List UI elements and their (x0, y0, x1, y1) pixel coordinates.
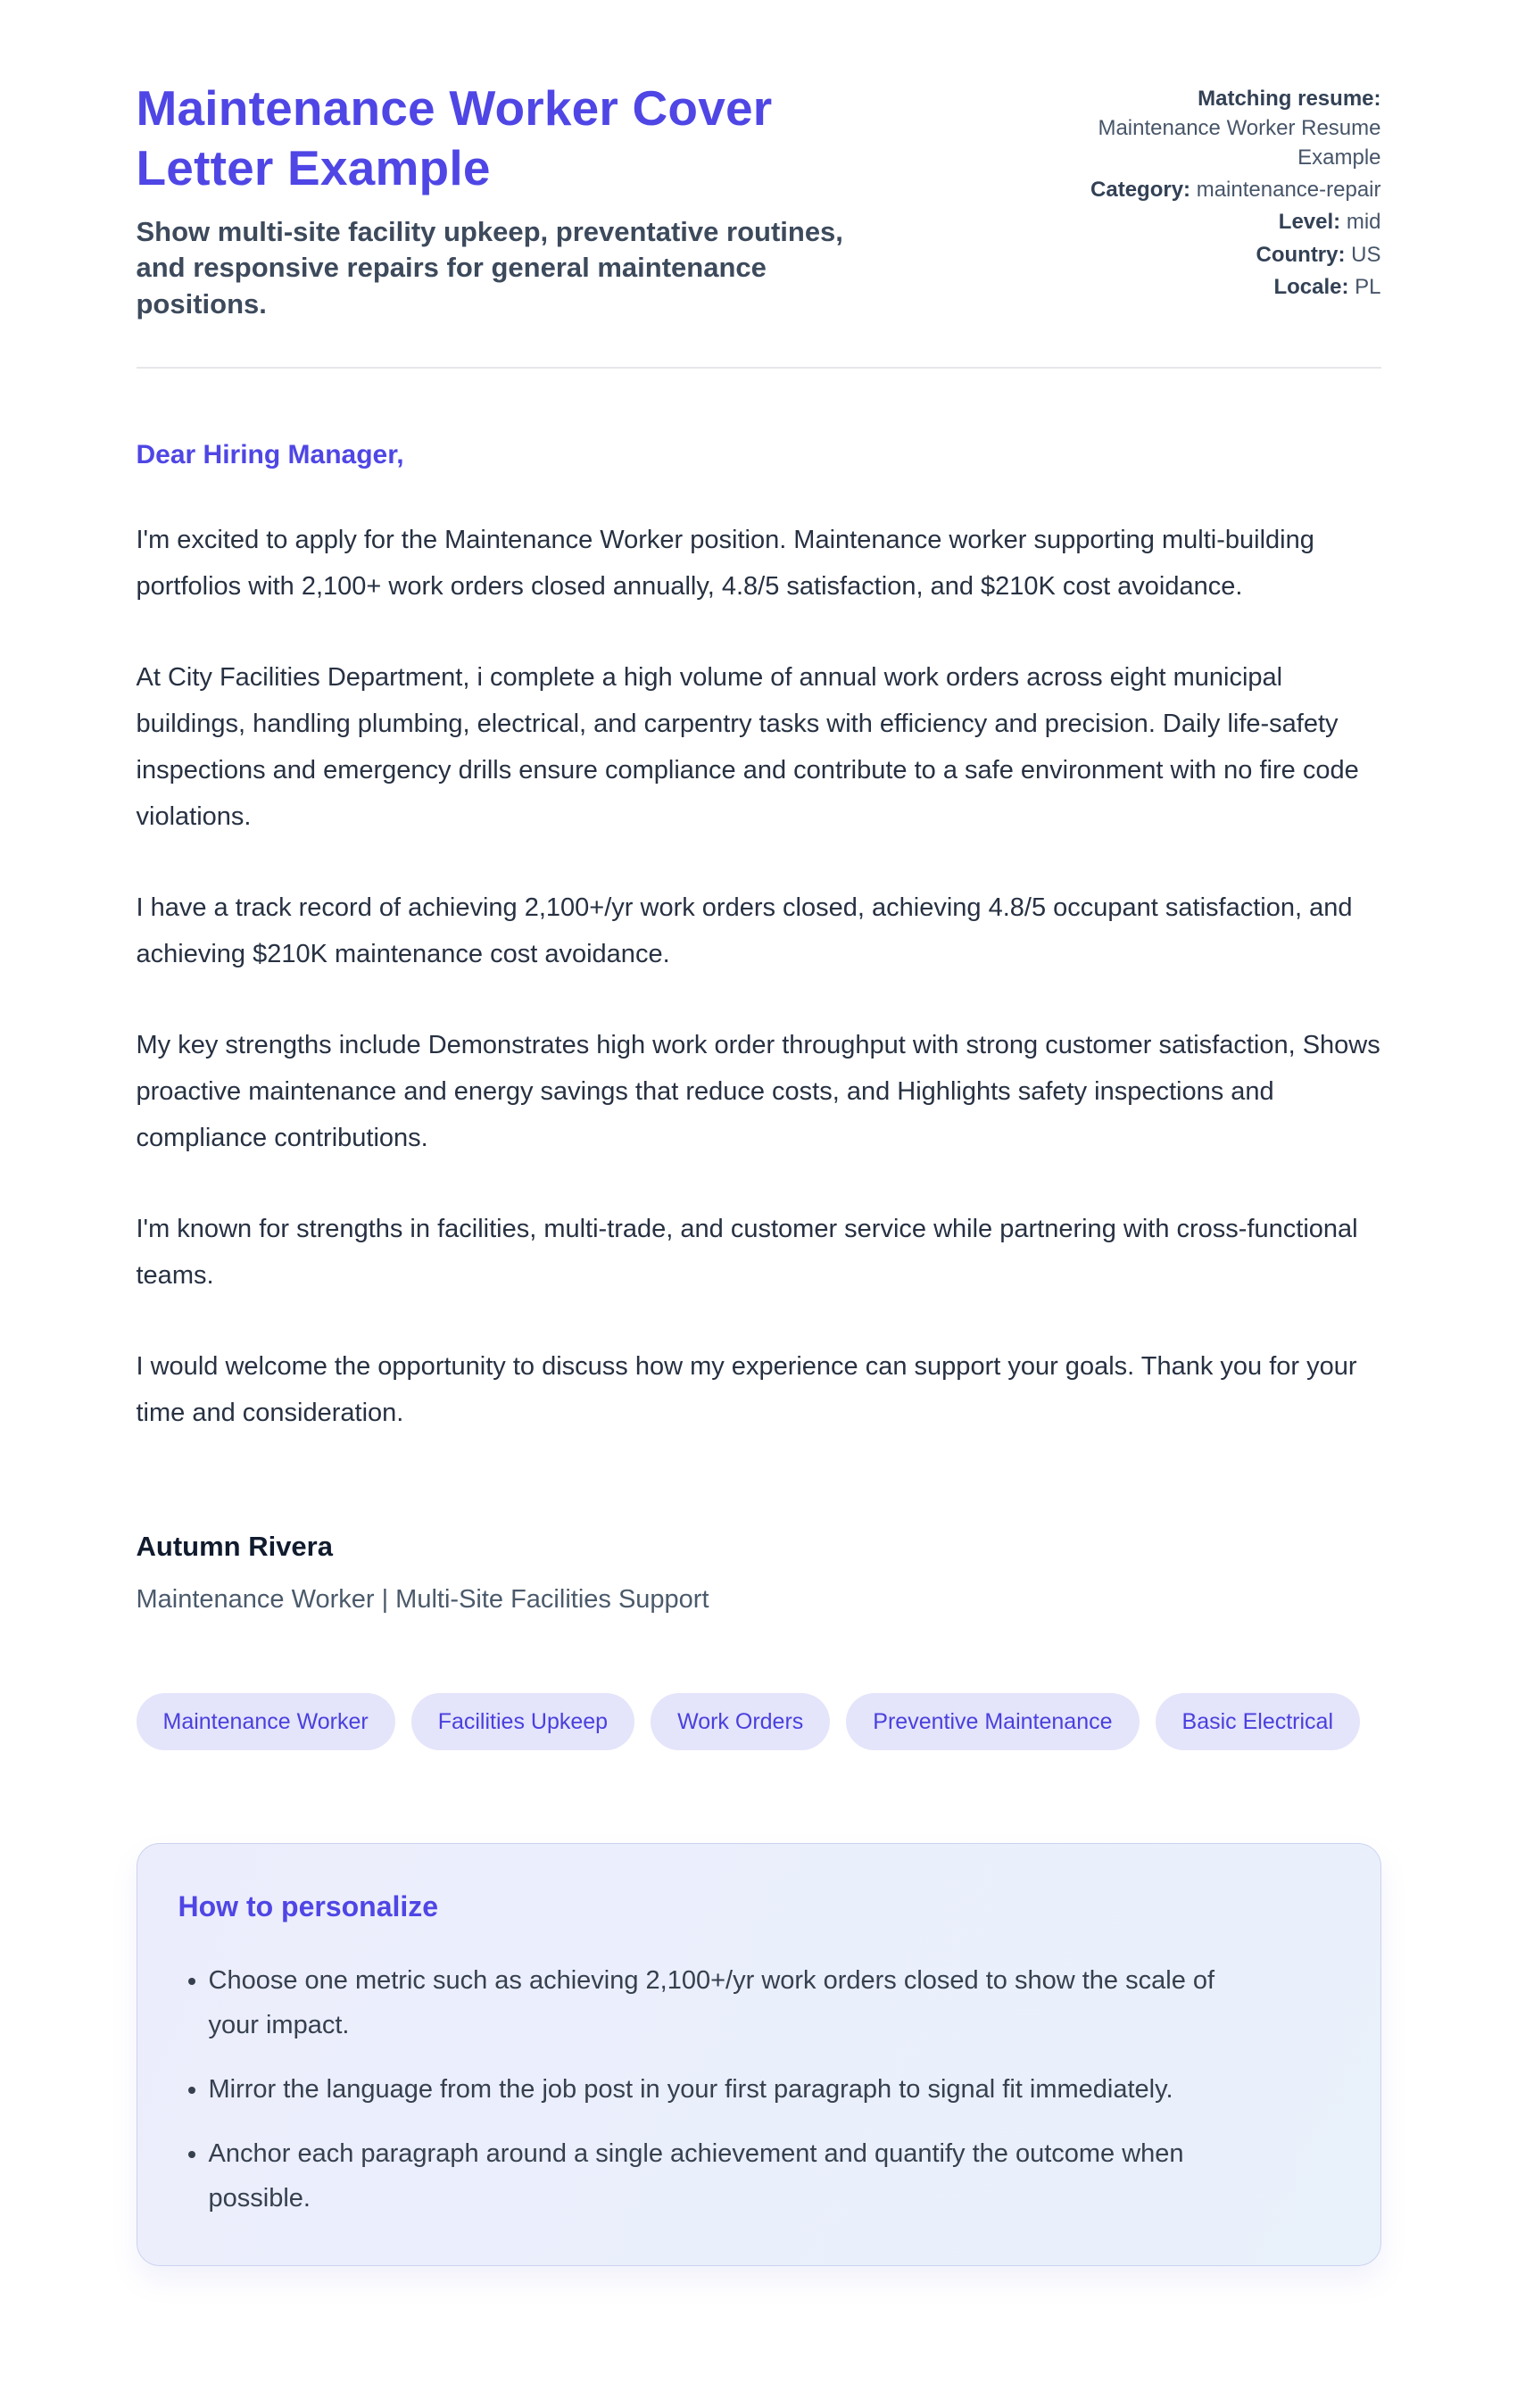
meta-row-matching-resume (1087, 84, 1381, 172)
meta-value: mid (1346, 210, 1381, 235)
meta-label: Matching resume: (1198, 87, 1381, 111)
letter-body (137, 438, 1381, 2266)
tag-chip-work-orders[interactable]: Work Orders (651, 1693, 830, 1750)
tag-chip-preventive-maintenance[interactable]: Preventive Maintenance (846, 1693, 1139, 1750)
letter-paragraph-2: At City Facilities Department, i complete a high volume of annual work orders across eight municipal buildings, handling plumbing, electrical, and carpentry tasks with efficiency and precision. Daily life-safety inspections and emergency drills ensure compliance and contribute to a safe environment with no fire code violations. (136, 663, 1359, 832)
page-header (137, 79, 1381, 322)
meta-label: Country: (1256, 242, 1346, 267)
personalize-tip-2: • Mirror the language from the job post in your first paragraph to signal fit immediately. (209, 2067, 1262, 2112)
letter-paragraph-3: I have a track record of achieving 2,100+/yr work orders closed, achieving 4.8/5 occupant satisfaction, and achieving $210K maintenance cost avoidance. (136, 893, 1353, 969)
letter-paragraph-4: My key strengths include Demonstrates high work order throughput with strong customer satisfaction, Shows proactive maintenance and energy savings that reduce costs, and Highlights safety inspections and compliance contributions. (136, 1031, 1380, 1153)
meta-label: Level: (1278, 210, 1341, 235)
page-title: Maintenance Worker Cover Letter Example (136, 80, 773, 196)
letter-greeting: Dear Hiring Manager, (136, 440, 404, 470)
signature-title: Maintenance Worker | Multi-Site Facilities Support (136, 1585, 709, 1615)
personalize-tip-1: • Choose one metric such as achieving 2,100+/yr work orders closed to show the scale of your impact. (209, 1958, 1262, 2047)
meta-value: maintenance-repair (1196, 178, 1381, 203)
signature-name: Autumn Rivera (136, 1531, 333, 1563)
meta-label: Category: (1090, 178, 1191, 203)
personalize-heading: How to personalize (178, 1890, 439, 1923)
personalize-tip-3: • Anchor each paragraph around a single achievement and quantify the outcome when possible. (209, 2131, 1262, 2221)
header-title-block (137, 79, 922, 322)
tag-list (137, 1693, 1381, 1750)
page-subtitle: Show multi-site facility upkeep, preventative routines, and responsive repairs for general maintenance positions. (136, 216, 843, 320)
tag-chip-basic-electrical[interactable]: Basic Electrical (1156, 1693, 1361, 1750)
letter-paragraph-6: I would welcome the opportunity to discuss how my experience can support your goals. Thank you for your time and consideration. (136, 1352, 1357, 1428)
meta-value: Maintenance Worker Resume Example (1098, 116, 1381, 170)
meta-row-level (1087, 207, 1381, 237)
header-divider (137, 367, 1381, 369)
meta-value: PL (1355, 274, 1381, 299)
tag-chip-facilities-upkeep[interactable]: Facilities Upkeep (411, 1693, 634, 1750)
personalize-box (137, 1843, 1381, 2266)
meta-row-category (1087, 175, 1381, 204)
meta-panel (1087, 79, 1381, 304)
meta-row-country (1087, 240, 1381, 270)
letter-paragraph-1: I'm excited to apply for the Maintenance Worker position. Maintenance worker supporting multi-building portfolios with 2,100+ work orders closed annually, 4.8/5 satisfaction, and $210K cost avoidance. (136, 526, 1314, 602)
meta-row-locale (1087, 272, 1381, 302)
personalize-tip-list (178, 1958, 1339, 2221)
meta-value: US (1351, 242, 1381, 267)
tag-chip-maintenance-worker[interactable]: Maintenance Worker (137, 1693, 395, 1750)
letter-paragraph-5: I'm known for strengths in facilities, multi-trade, and customer service while partnering with cross-functional teams. (136, 1215, 1358, 1291)
cover-letter-page (137, 0, 1381, 2320)
meta-label: Locale: (1273, 274, 1349, 299)
